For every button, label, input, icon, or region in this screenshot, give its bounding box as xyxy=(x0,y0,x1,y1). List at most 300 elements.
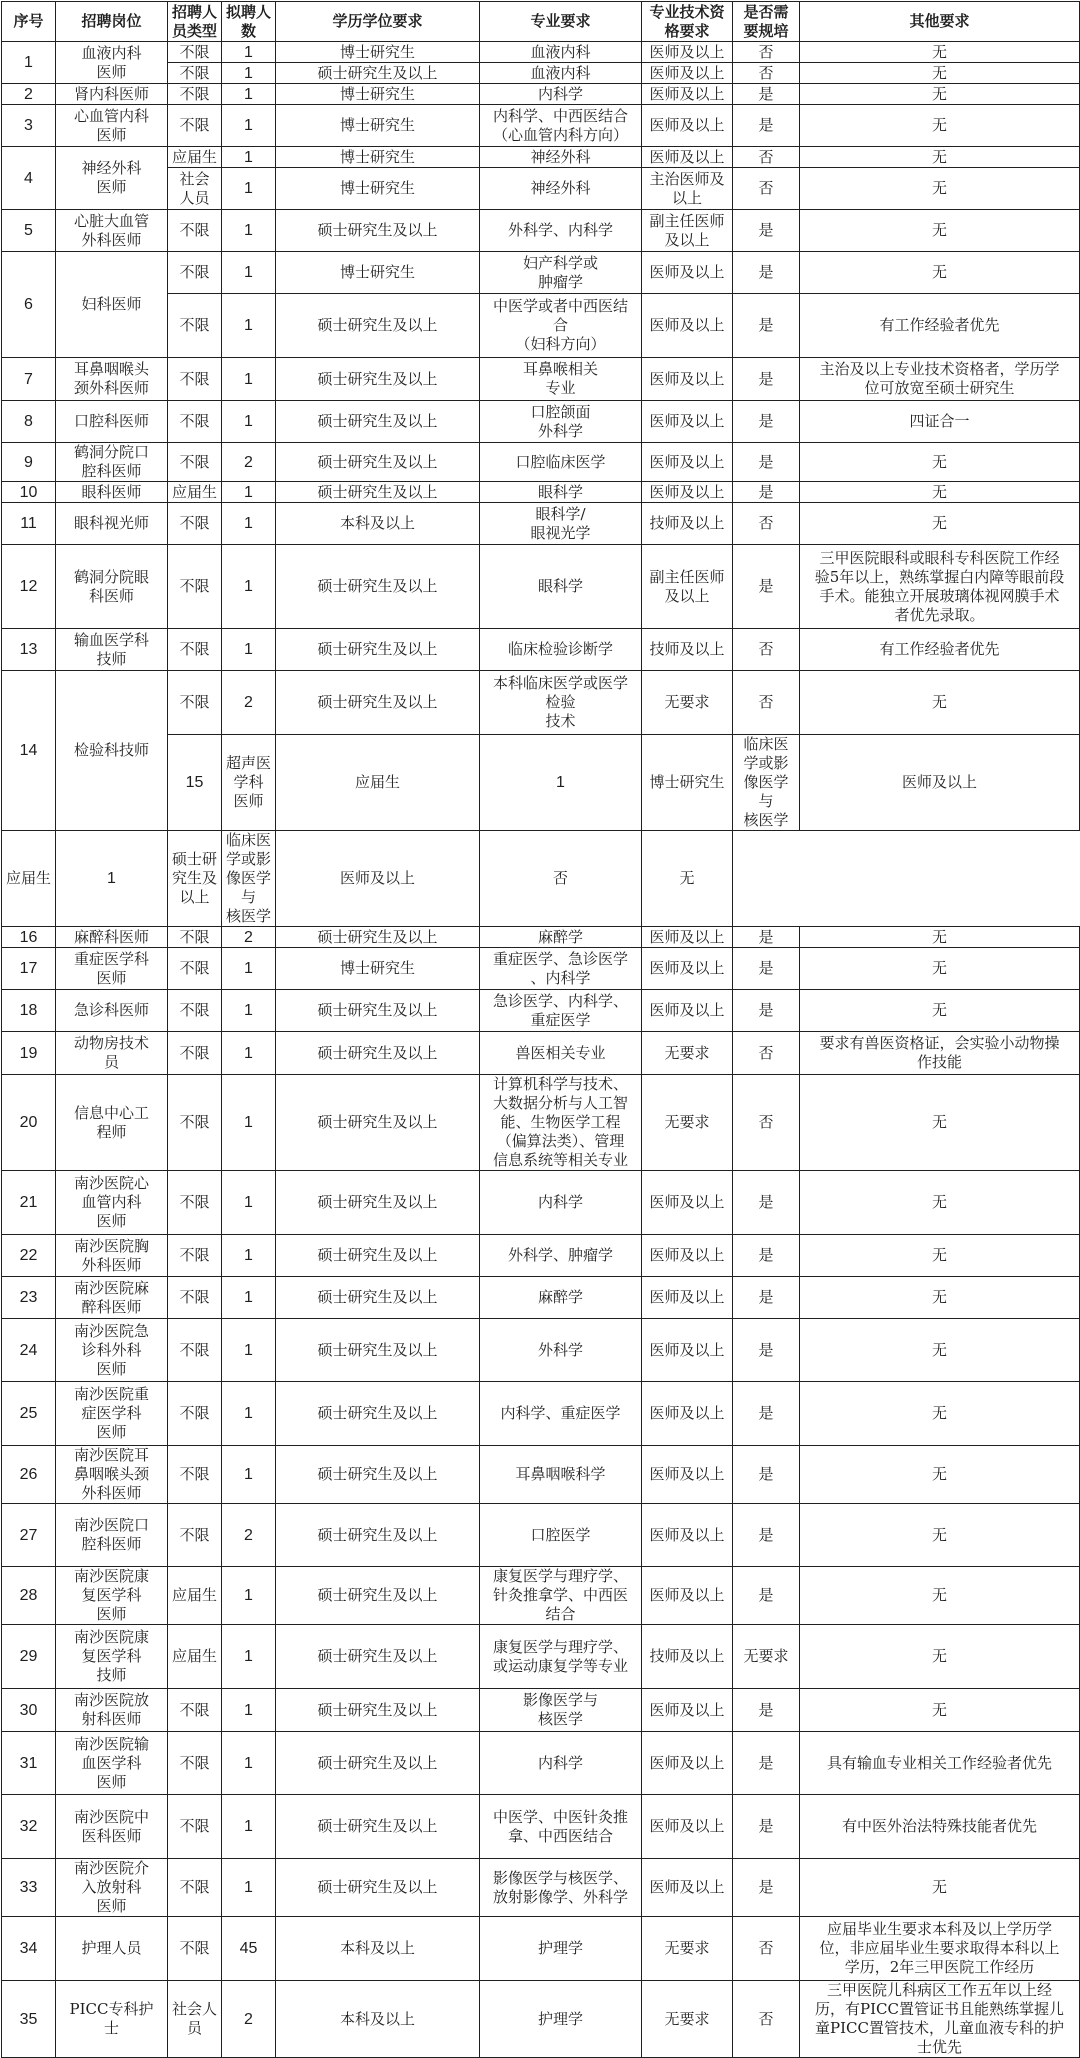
table-row xyxy=(2,1795,1080,1859)
cell-position: 急诊科医师 xyxy=(56,990,168,1032)
table-row xyxy=(2,1235,1080,1277)
cell-rotation: 否 xyxy=(733,1981,800,2058)
table-row xyxy=(2,1446,1080,1504)
cell-other: 无 xyxy=(800,1319,1080,1382)
cell-type: 不限 xyxy=(168,42,222,63)
cell-other: 有工作经验者优先 xyxy=(800,294,1080,358)
cell-major: 内科学、重症医学 xyxy=(480,1382,642,1446)
cell-other: 应届毕业生要求本科及以上学历学 位，非应届毕业生要求取得本科以上 学历，2年三甲医院工作经历 xyxy=(800,1917,1080,1981)
cell-other: 三甲医院儿科病区工作五年以上经 历，有PICC置管证书且能熟练掌握儿 童PICC置管技术，儿童血液专科的护 士优先 xyxy=(800,1981,1080,2058)
cell-type: 不限 xyxy=(168,1319,222,1382)
cell-rotation: 否 xyxy=(733,63,800,84)
cell-degree: 硕士研究生及以上 xyxy=(276,210,480,252)
cell-rotation: 否 xyxy=(733,168,800,210)
header-rotation: 是否需 要规培 xyxy=(733,2,800,42)
cell-type: 不限 xyxy=(168,1235,222,1277)
cell-rotation: 是 xyxy=(733,443,800,482)
cell-count: 1 xyxy=(222,948,276,990)
cell-title: 医师及以上 xyxy=(642,147,733,168)
table-row xyxy=(2,1859,1080,1917)
cell-count: 1 xyxy=(222,629,276,671)
cell-rotation: 是 xyxy=(733,401,800,443)
cell-count: 1 xyxy=(222,358,276,401)
table-row xyxy=(2,1917,1080,1981)
cell-title: 医师及以上 xyxy=(642,1171,733,1235)
cell-count: 1 xyxy=(222,1625,276,1689)
cell-title: 医师及以上 xyxy=(642,1689,733,1732)
table-row xyxy=(2,1277,1080,1319)
cell-degree: 硕士研究生及以上 xyxy=(276,482,480,503)
table-row xyxy=(2,927,1080,948)
cell-rotation: 否 xyxy=(733,503,800,545)
cell-count: 1 xyxy=(222,1171,276,1235)
cell-rotation: 是 xyxy=(733,1859,800,1917)
table-row xyxy=(2,1032,1080,1075)
cell-type: 不限 xyxy=(168,1075,222,1171)
cell-title: 医师及以上 xyxy=(642,42,733,63)
cell-title: 副主任医师 及以上 xyxy=(642,545,733,629)
cell-type: 不限 xyxy=(168,948,222,990)
cell-seq: 25 xyxy=(2,1382,56,1446)
cell-other: 无 xyxy=(800,503,1080,545)
cell-rotation: 是 xyxy=(733,252,800,294)
cell-other: 无 xyxy=(800,1075,1080,1171)
table-row xyxy=(2,1689,1080,1732)
cell-other: 无 xyxy=(800,1689,1080,1732)
cell-other: 无 xyxy=(800,671,1080,735)
cell-major: 临床医学或影像医学 与 核医学 xyxy=(222,831,276,927)
table-row xyxy=(2,503,1080,545)
cell-degree: 硕士研究生及以上 xyxy=(276,1625,480,1689)
cell-major: 外科学 xyxy=(480,1319,642,1382)
cell-position: 南沙医院重 症医学科 医师 xyxy=(56,1382,168,1446)
cell-major: 护理学 xyxy=(480,1981,642,2058)
cell-major: 麻醉学 xyxy=(480,927,642,948)
cell-degree: 硕士研究生及以上 xyxy=(276,358,480,401)
cell-major: 内科学、中西医结合 （心血管内科方向） xyxy=(480,105,642,147)
cell-degree: 硕士研究生及以上 xyxy=(276,1567,480,1625)
cell-degree: 硕士研究生及以上 xyxy=(276,545,480,629)
cell-position: 神经外科 医师 xyxy=(56,147,168,210)
cell-type: 不限 xyxy=(168,927,222,948)
cell-degree: 硕士研究生及以上 xyxy=(276,629,480,671)
cell-count: 1 xyxy=(222,1235,276,1277)
cell-major: 神经外科 xyxy=(480,168,642,210)
table-row xyxy=(2,1732,1080,1795)
cell-major: 重症医学、急诊医学 、内科学 xyxy=(480,948,642,990)
cell-rotation: 是 xyxy=(733,1382,800,1446)
cell-rotation: 是 xyxy=(733,358,800,401)
cell-degree: 硕士研究生及以上 xyxy=(276,1075,480,1171)
cell-degree: 硕士研究生及以上 xyxy=(276,294,480,358)
cell-title: 医师及以上 xyxy=(642,1795,733,1859)
header-type: 招聘人 员类型 xyxy=(168,2,222,42)
cell-degree: 本科及以上 xyxy=(276,1917,480,1981)
cell-seq: 35 xyxy=(2,1981,56,2058)
table-row xyxy=(2,1319,1080,1382)
cell-type: 不限 xyxy=(168,1917,222,1981)
table-row xyxy=(2,948,1080,990)
cell-rotation: 是 xyxy=(733,1446,800,1504)
cell-count: 2 xyxy=(222,927,276,948)
header-other: 其他要求 xyxy=(800,2,1080,42)
cell-rotation: 否 xyxy=(733,671,800,735)
cell-degree: 本科及以上 xyxy=(276,503,480,545)
cell-degree: 博士研究生 xyxy=(276,105,480,147)
cell-degree: 硕士研究生及以上 xyxy=(276,1504,480,1567)
cell-position: 检验科技师 xyxy=(56,671,168,831)
cell-other: 无 xyxy=(800,1625,1080,1689)
cell-count: 1 xyxy=(222,545,276,629)
cell-rotation: 是 xyxy=(733,1689,800,1732)
table-row xyxy=(2,831,1080,927)
header-seq: 序号 xyxy=(2,2,56,42)
cell-other: 无 xyxy=(800,1235,1080,1277)
cell-type: 应届生 xyxy=(168,482,222,503)
cell-major: 本科临床医学或医学 检验 技术 xyxy=(480,671,642,735)
cell-rotation: 否 xyxy=(733,1917,800,1981)
cell-count: 1 xyxy=(222,252,276,294)
cell-title: 医师及以上 xyxy=(642,63,733,84)
cell-major: 外科学、肿瘤学 xyxy=(480,1235,642,1277)
cell-position: 妇科医师 xyxy=(56,252,168,358)
cell-title: 医师及以上 xyxy=(276,831,480,927)
cell-other: 无 xyxy=(800,84,1080,105)
cell-major: 计算机科学与技术、 大数据分析与人工智 能、生物医学工程 （偏算法类）、管理 信息系统等相关专业 xyxy=(480,1075,642,1171)
cell-seq: 30 xyxy=(2,1689,56,1732)
cell-type: 不限 xyxy=(168,63,222,84)
cell-title: 医师及以上 xyxy=(642,105,733,147)
table-row xyxy=(2,671,1080,735)
cell-rotation: 否 xyxy=(733,1032,800,1075)
cell-major: 内科学 xyxy=(480,84,642,105)
cell-position: 超声医学科 医师 xyxy=(222,735,276,831)
cell-degree: 硕士研究生及以上 xyxy=(276,1732,480,1795)
cell-seq: 17 xyxy=(2,948,56,990)
cell-count: 1 xyxy=(222,84,276,105)
table-row xyxy=(2,401,1080,443)
cell-type: 不限 xyxy=(168,1504,222,1567)
cell-major: 护理学 xyxy=(480,1917,642,1981)
cell-degree: 博士研究生 xyxy=(276,252,480,294)
table-row xyxy=(2,990,1080,1032)
cell-seq: 22 xyxy=(2,1235,56,1277)
cell-other: 无 xyxy=(800,1859,1080,1917)
cell-count: 2 xyxy=(222,443,276,482)
table-row xyxy=(2,1075,1080,1171)
cell-degree: 博士研究生 xyxy=(276,147,480,168)
cell-seq: 26 xyxy=(2,1446,56,1504)
cell-type: 不限 xyxy=(168,990,222,1032)
cell-major: 麻醉学 xyxy=(480,1277,642,1319)
cell-position: 南沙医院胸 外科医师 xyxy=(56,1235,168,1277)
cell-count: 1 xyxy=(222,294,276,358)
table-row xyxy=(2,358,1080,401)
cell-type: 不限 xyxy=(168,358,222,401)
cell-rotation: 是 xyxy=(733,990,800,1032)
cell-major: 临床医学或影像医学 与 核医学 xyxy=(733,735,800,831)
cell-title: 医师及以上 xyxy=(642,1732,733,1795)
cell-degree: 硕士研究生及以上 xyxy=(276,401,480,443)
cell-rotation: 是 xyxy=(733,482,800,503)
cell-title: 医师及以上 xyxy=(642,84,733,105)
cell-degree: 硕士研究生及以上 xyxy=(276,1319,480,1382)
cell-count: 1 xyxy=(480,735,642,831)
cell-count: 1 xyxy=(222,990,276,1032)
cell-title: 医师及以上 xyxy=(642,482,733,503)
table-row xyxy=(2,1504,1080,1567)
cell-type: 不限 xyxy=(168,294,222,358)
cell-count: 1 xyxy=(222,503,276,545)
cell-major: 眼科学/ 眼视光学 xyxy=(480,503,642,545)
cell-other: 有工作经验者优先 xyxy=(800,629,1080,671)
cell-degree: 硕士研究生及以上 xyxy=(276,990,480,1032)
cell-position: PICC专科护 士 xyxy=(56,1981,168,2058)
cell-title: 无要求 xyxy=(642,1075,733,1171)
cell-seq: 34 xyxy=(2,1917,56,1981)
cell-count: 1 xyxy=(222,63,276,84)
cell-major: 神经外科 xyxy=(480,147,642,168)
cell-type: 应届生 xyxy=(2,831,56,927)
cell-count: 45 xyxy=(222,1917,276,1981)
cell-type: 不限 xyxy=(168,1859,222,1917)
cell-other: 四证合一 xyxy=(800,401,1080,443)
cell-other: 无 xyxy=(642,831,733,927)
cell-seq: 19 xyxy=(2,1032,56,1075)
cell-major: 口腔颌面 外科学 xyxy=(480,401,642,443)
cell-seq: 13 xyxy=(2,629,56,671)
cell-type: 不限 xyxy=(168,210,222,252)
cell-rotation: 是 xyxy=(733,1795,800,1859)
cell-title: 医师及以上 xyxy=(642,1859,733,1917)
cell-degree: 博士研究生 xyxy=(276,948,480,990)
cell-rotation: 是 xyxy=(733,1277,800,1319)
cell-type: 应届生 xyxy=(168,147,222,168)
cell-count: 1 xyxy=(222,147,276,168)
cell-rotation: 否 xyxy=(480,831,642,927)
table-row xyxy=(2,1981,1080,2058)
cell-position: 南沙医院介 入放射科 医师 xyxy=(56,1859,168,1917)
cell-degree: 本科及以上 xyxy=(276,1981,480,2058)
table-row xyxy=(2,105,1080,147)
cell-seq: 32 xyxy=(2,1795,56,1859)
cell-position: 信息中心工 程师 xyxy=(56,1075,168,1171)
cell-rotation: 是 xyxy=(733,1319,800,1382)
cell-major: 中医学或者中西医结 合 （妇科方向） xyxy=(480,294,642,358)
cell-other: 无 xyxy=(800,1171,1080,1235)
cell-type: 不限 xyxy=(168,252,222,294)
cell-major: 口腔医学 xyxy=(480,1504,642,1567)
cell-degree: 博士研究生 xyxy=(276,168,480,210)
table-row xyxy=(2,147,1080,168)
cell-degree: 硕士研究生及以上 xyxy=(276,1795,480,1859)
cell-seq: 29 xyxy=(2,1625,56,1689)
cell-major: 耳鼻咽喉科学 xyxy=(480,1446,642,1504)
table-row xyxy=(2,1171,1080,1235)
cell-type: 应届生 xyxy=(168,1567,222,1625)
cell-other: 无 xyxy=(800,1382,1080,1446)
cell-rotation: 是 xyxy=(733,545,800,629)
cell-seq: 1 xyxy=(2,42,56,84)
cell-seq: 18 xyxy=(2,990,56,1032)
cell-seq: 24 xyxy=(2,1319,56,1382)
cell-count: 1 xyxy=(222,1277,276,1319)
cell-other: 无 xyxy=(800,147,1080,168)
cell-seq: 27 xyxy=(2,1504,56,1567)
cell-other: 无 xyxy=(800,1277,1080,1319)
cell-seq: 7 xyxy=(2,358,56,401)
cell-position: 南沙医院耳 鼻咽喉头颈 外科医师 xyxy=(56,1446,168,1504)
cell-position: 鹤洞分院口 腔科医师 xyxy=(56,443,168,482)
cell-degree: 硕士研究生及以上 xyxy=(276,927,480,948)
cell-position: 耳鼻咽喉头 颈外科医师 xyxy=(56,358,168,401)
cell-position: 南沙医院麻 醉科医师 xyxy=(56,1277,168,1319)
cell-seq: 5 xyxy=(2,210,56,252)
cell-count: 1 xyxy=(222,1446,276,1504)
header-row xyxy=(2,2,1080,42)
recruitment-table xyxy=(1,1,1080,2058)
cell-title: 医师及以上 xyxy=(642,401,733,443)
cell-count: 1 xyxy=(222,1319,276,1382)
cell-major: 血液内科 xyxy=(480,42,642,63)
cell-rotation: 是 xyxy=(733,84,800,105)
table-body xyxy=(2,2,1080,2058)
cell-rotation: 否 xyxy=(733,1075,800,1171)
header-degree: 学历学位要求 xyxy=(276,2,480,42)
cell-other: 无 xyxy=(800,443,1080,482)
cell-title: 无要求 xyxy=(642,1032,733,1075)
cell-rotation: 是 xyxy=(733,927,800,948)
cell-type: 应届生 xyxy=(168,1625,222,1689)
cell-title: 无要求 xyxy=(642,1981,733,2058)
cell-other: 无 xyxy=(800,927,1080,948)
cell-seq: 6 xyxy=(2,252,56,358)
cell-count: 1 xyxy=(222,1382,276,1446)
cell-title: 技师及以上 xyxy=(642,629,733,671)
cell-other: 主治及以上专业技术资格者，学历学 位可放宽至硕士研究生 xyxy=(800,358,1080,401)
table-row xyxy=(2,210,1080,252)
cell-seq: 16 xyxy=(2,927,56,948)
cell-degree: 硕士研究生及以上 xyxy=(276,1382,480,1446)
cell-seq: 12 xyxy=(2,545,56,629)
table-row xyxy=(2,1567,1080,1625)
cell-type: 不限 xyxy=(168,1171,222,1235)
cell-title: 医师及以上 xyxy=(642,1567,733,1625)
cell-major: 内科学 xyxy=(480,1171,642,1235)
cell-seq: 9 xyxy=(2,443,56,482)
cell-major: 影像医学与核医学、 放射影像学、外科学 xyxy=(480,1859,642,1917)
cell-major: 中医学、中医针灸推 拿、中西医结合 xyxy=(480,1795,642,1859)
cell-other: 无 xyxy=(800,210,1080,252)
cell-seq: 14 xyxy=(2,671,56,831)
cell-degree: 硕士研究生及以上 xyxy=(276,671,480,735)
table-row xyxy=(2,545,1080,629)
cell-rotation: 否 xyxy=(733,629,800,671)
cell-count: 2 xyxy=(222,1504,276,1567)
cell-degree: 硕士研究生及以上 xyxy=(276,1032,480,1075)
header-title: 专业技术资 格要求 xyxy=(642,2,733,42)
cell-degree: 硕士研究生及以上 xyxy=(276,1277,480,1319)
cell-title: 主治医师及 以上 xyxy=(642,168,733,210)
cell-seq: 23 xyxy=(2,1277,56,1319)
cell-major: 影像医学与 核医学 xyxy=(480,1689,642,1732)
cell-position: 南沙医院康 复医学科 技师 xyxy=(56,1625,168,1689)
cell-major: 内科学 xyxy=(480,1732,642,1795)
cell-type: 不限 xyxy=(168,545,222,629)
cell-count: 1 xyxy=(222,168,276,210)
cell-title: 医师及以上 xyxy=(800,735,1080,831)
cell-seq: 11 xyxy=(2,503,56,545)
cell-other: 无 xyxy=(800,105,1080,147)
cell-position: 南沙医院急 诊科外科 医师 xyxy=(56,1319,168,1382)
cell-title: 技师及以上 xyxy=(642,1625,733,1689)
cell-count: 1 xyxy=(222,210,276,252)
cell-other: 要求有兽医资格证，会实验小动物操 作技能 xyxy=(800,1032,1080,1075)
cell-major: 兽医相关专业 xyxy=(480,1032,642,1075)
cell-rotation: 否 xyxy=(733,42,800,63)
cell-major: 外科学、内科学 xyxy=(480,210,642,252)
table-row xyxy=(2,42,1080,63)
cell-type: 不限 xyxy=(168,1446,222,1504)
cell-degree: 硕士研究生及以上 xyxy=(168,831,222,927)
cell-major: 耳鼻喉相关 专业 xyxy=(480,358,642,401)
cell-major: 急诊医学、内科学、 重症医学 xyxy=(480,990,642,1032)
cell-degree: 硕士研究生及以上 xyxy=(276,1859,480,1917)
cell-degree: 博士研究生 xyxy=(642,735,733,831)
cell-position: 南沙医院心 血管内科 医师 xyxy=(56,1171,168,1235)
table-row xyxy=(2,629,1080,671)
cell-other: 无 xyxy=(800,1446,1080,1504)
cell-type: 不限 xyxy=(168,1032,222,1075)
cell-count: 1 xyxy=(222,1859,276,1917)
table-row xyxy=(2,1382,1080,1446)
cell-count: 1 xyxy=(222,1689,276,1732)
cell-other: 具有输血专业相关工作经验者优先 xyxy=(800,1732,1080,1795)
cell-type: 应届生 xyxy=(276,735,480,831)
cell-seq: 15 xyxy=(168,735,222,831)
cell-position: 南沙医院口 腔科医师 xyxy=(56,1504,168,1567)
header-count: 拟聘人 数 xyxy=(222,2,276,42)
cell-title: 医师及以上 xyxy=(642,358,733,401)
cell-position: 心血管内科 医师 xyxy=(56,105,168,147)
cell-type: 不限 xyxy=(168,401,222,443)
cell-type: 不限 xyxy=(168,105,222,147)
cell-seq: 3 xyxy=(2,105,56,147)
cell-degree: 硕士研究生及以上 xyxy=(276,443,480,482)
cell-position: 血液内科 医师 xyxy=(56,42,168,84)
cell-position: 护理人员 xyxy=(56,1917,168,1981)
cell-count: 2 xyxy=(222,1981,276,2058)
cell-other: 无 xyxy=(800,252,1080,294)
cell-other: 三甲医院眼科或眼科专科医院工作经 验5年以上，熟练掌握白内障等眼前段 手术。能独立开展玻璃体视网膜手术 者优先录取。 xyxy=(800,545,1080,629)
cell-title: 医师及以上 xyxy=(642,252,733,294)
cell-seq: 10 xyxy=(2,482,56,503)
cell-count: 1 xyxy=(222,105,276,147)
cell-title: 医师及以上 xyxy=(642,990,733,1032)
cell-title: 无要求 xyxy=(642,1917,733,1981)
cell-seq: 2 xyxy=(2,84,56,105)
cell-position: 麻醉科医师 xyxy=(56,927,168,948)
cell-rotation: 是 xyxy=(733,1567,800,1625)
cell-count: 1 xyxy=(222,1567,276,1625)
cell-title: 医师及以上 xyxy=(642,1235,733,1277)
cell-seq: 20 xyxy=(2,1075,56,1171)
cell-other: 无 xyxy=(800,990,1080,1032)
cell-count: 1 xyxy=(222,1075,276,1171)
cell-title: 医师及以上 xyxy=(642,1277,733,1319)
table-row xyxy=(2,1625,1080,1689)
cell-title: 医师及以上 xyxy=(642,443,733,482)
